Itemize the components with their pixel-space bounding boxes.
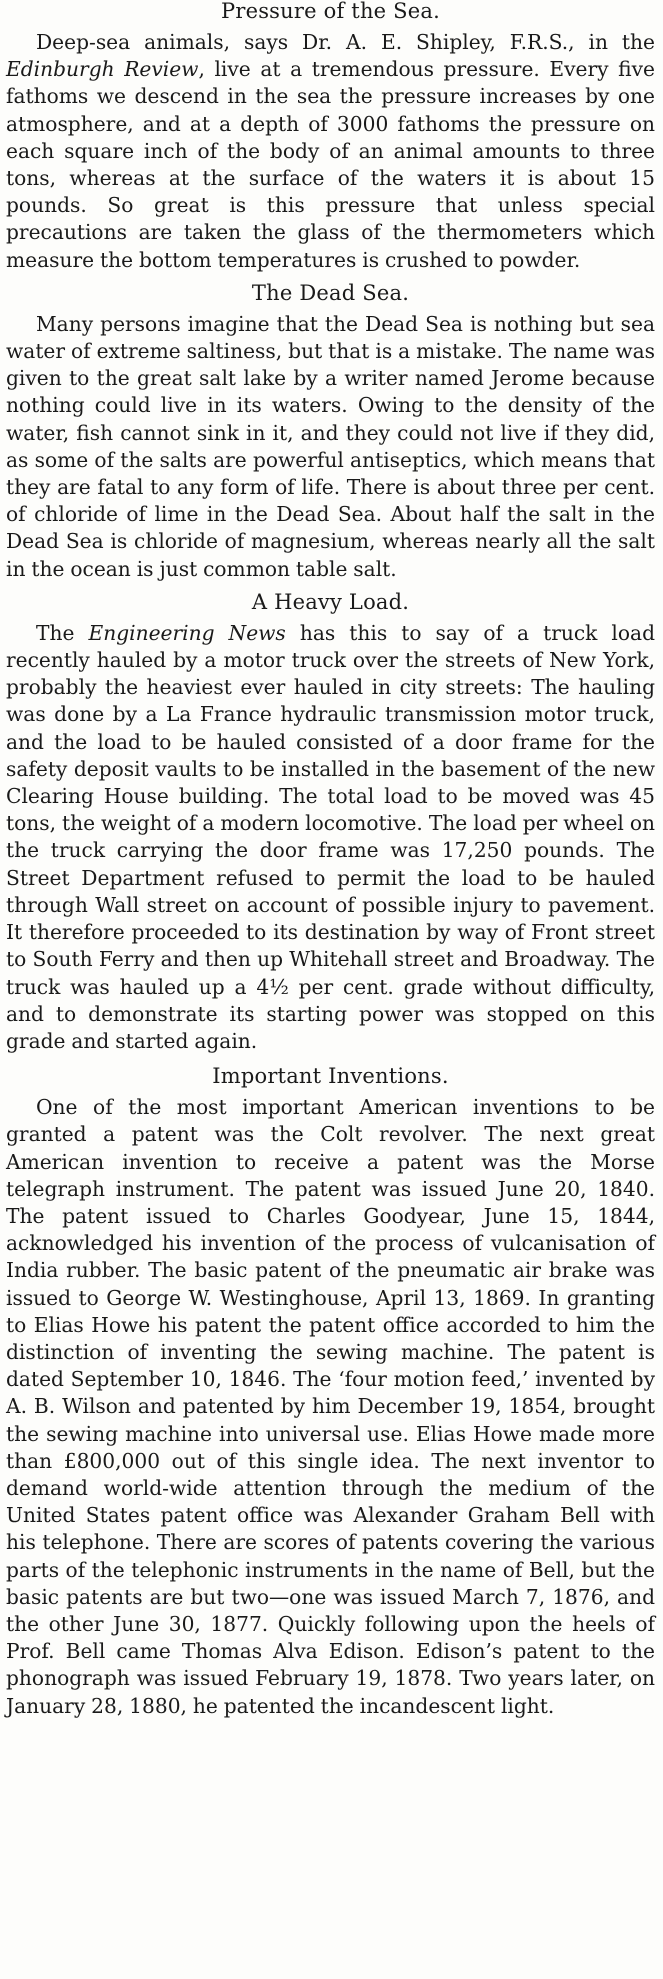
article-headline: Pressure of the Sea. bbox=[221, 0, 440, 23]
publication-name: Engineering News bbox=[88, 620, 286, 645]
body-text-segment: The bbox=[36, 620, 89, 645]
article-dead-sea bbox=[6, 280, 655, 583]
article-body bbox=[6, 29, 655, 274]
body-text-segment: , live at a tremendous pressure. Every five fathoms we descend in the sea the pressure increases by one atmosphere, and at a depth of 3000 fathoms the pressure on each square inch of the body of an animal amounts to three tons, whereas at the surface of the waters it is about 15 pounds. So great is this pressure that unless special precautions are taken the glass of the thermometers which measure the bottom temperatures is crushed to powder. bbox=[6, 57, 655, 272]
body-text-segment: Deep-sea animals, says Dr. A. E. Shipley, F.R.S., in the bbox=[36, 30, 655, 54]
article-pressure-of-the-sea bbox=[6, 0, 655, 274]
article-body: One of the most important American inventions to be granted a patent was the Colt revolver. The next great American invention to receive a patent was the Morse telegraph instrument. The patent was issued June 20, 1840. The patent issued to Charles Goodyear, June 15, 1844, acknowledged his invention of the process of vulcanisation of India rubber. The basic patent of the pneumatic air brake was issued to George W. Westinghouse, April 13, 1869. In granting to Elias Howe his patent the patent office accorded to him the distinction of inventing the sewing machine. The patent is dated September 10, 1846. The ‘four motion feed,’ invented by A. B. Wilson and patented by him December 19, 1854, brought the sewing machine into universal use. Elias Howe made more than £800,000 out of this single idea. The next inventor to demand world-wide attention through the medium of the United States patent office was Alexander Graham Bell with his telephone. There are scores of patents covering the various parts of the telephonic instruments in the name of Bell, but the basic patents are but two—one was issued March 7, 1876, and the other June 30, 1877. Quickly following upon the heels of Prof. Bell came Thomas Alva Edison. Edison’s patent to the phonograph was issued February 19, 1878. Two years later, on January 28, 1880, he patented the incandescent light. bbox=[6, 1095, 655, 1718]
article-heavy-load bbox=[6, 589, 655, 1055]
body-text-segment: has this to say of a truck load recently hauled by a motor truck over the streets of New York, probably the heaviest ever hauled in city streets: The hauling was done by a La France hydraulic transmission motor truck, and the load to be hauled consisted of a door frame for the safety deposit vaults to be installed in the basement of the new Clearing House building. The total load to be moved was 45 tons, the weight of a modern locomotive. The load per wheel on the truck carrying the door frame was 17,250 pounds. The Street Department refused to permit the load to be hauled through Wall street on account of possible injury to pavement. It therefore proceeded to its destination by way of Front street to South Ferry and then up Whitehall street and Broadway. The truck was hauled up a 4½ per cent. grade without difficulty, and to demonstrate its starting power was stopped on this grade and started again. bbox=[6, 620, 655, 1053]
publication-name: Edinburgh Review bbox=[6, 57, 199, 82]
article-important-inventions bbox=[6, 1063, 655, 1720]
article-headline: The Dead Sea. bbox=[251, 280, 410, 305]
article-headline: A Heavy Load. bbox=[251, 589, 410, 614]
article-body: Many persons imagine that the Dead Sea is nothing but sea water of extreme saltiness, but that is a mistake. The name was given to the great salt lake by a writer named Jerome because nothing could live in its waters. Owing to the density of the water, fish cannot sink in it, and they could not live if they did, as some of the salts are powerful antiseptics, which means that they are fatal to any form of life. There is about three per cent. of chloride of lime in the Dead Sea. About half the salt in the Dead Sea is chloride of magnesium, whereas nearly all the salt in the ocean is just common table salt. bbox=[6, 311, 655, 581]
article-headline: Important Inventions. bbox=[212, 1064, 449, 1089]
article-body bbox=[6, 620, 655, 1055]
